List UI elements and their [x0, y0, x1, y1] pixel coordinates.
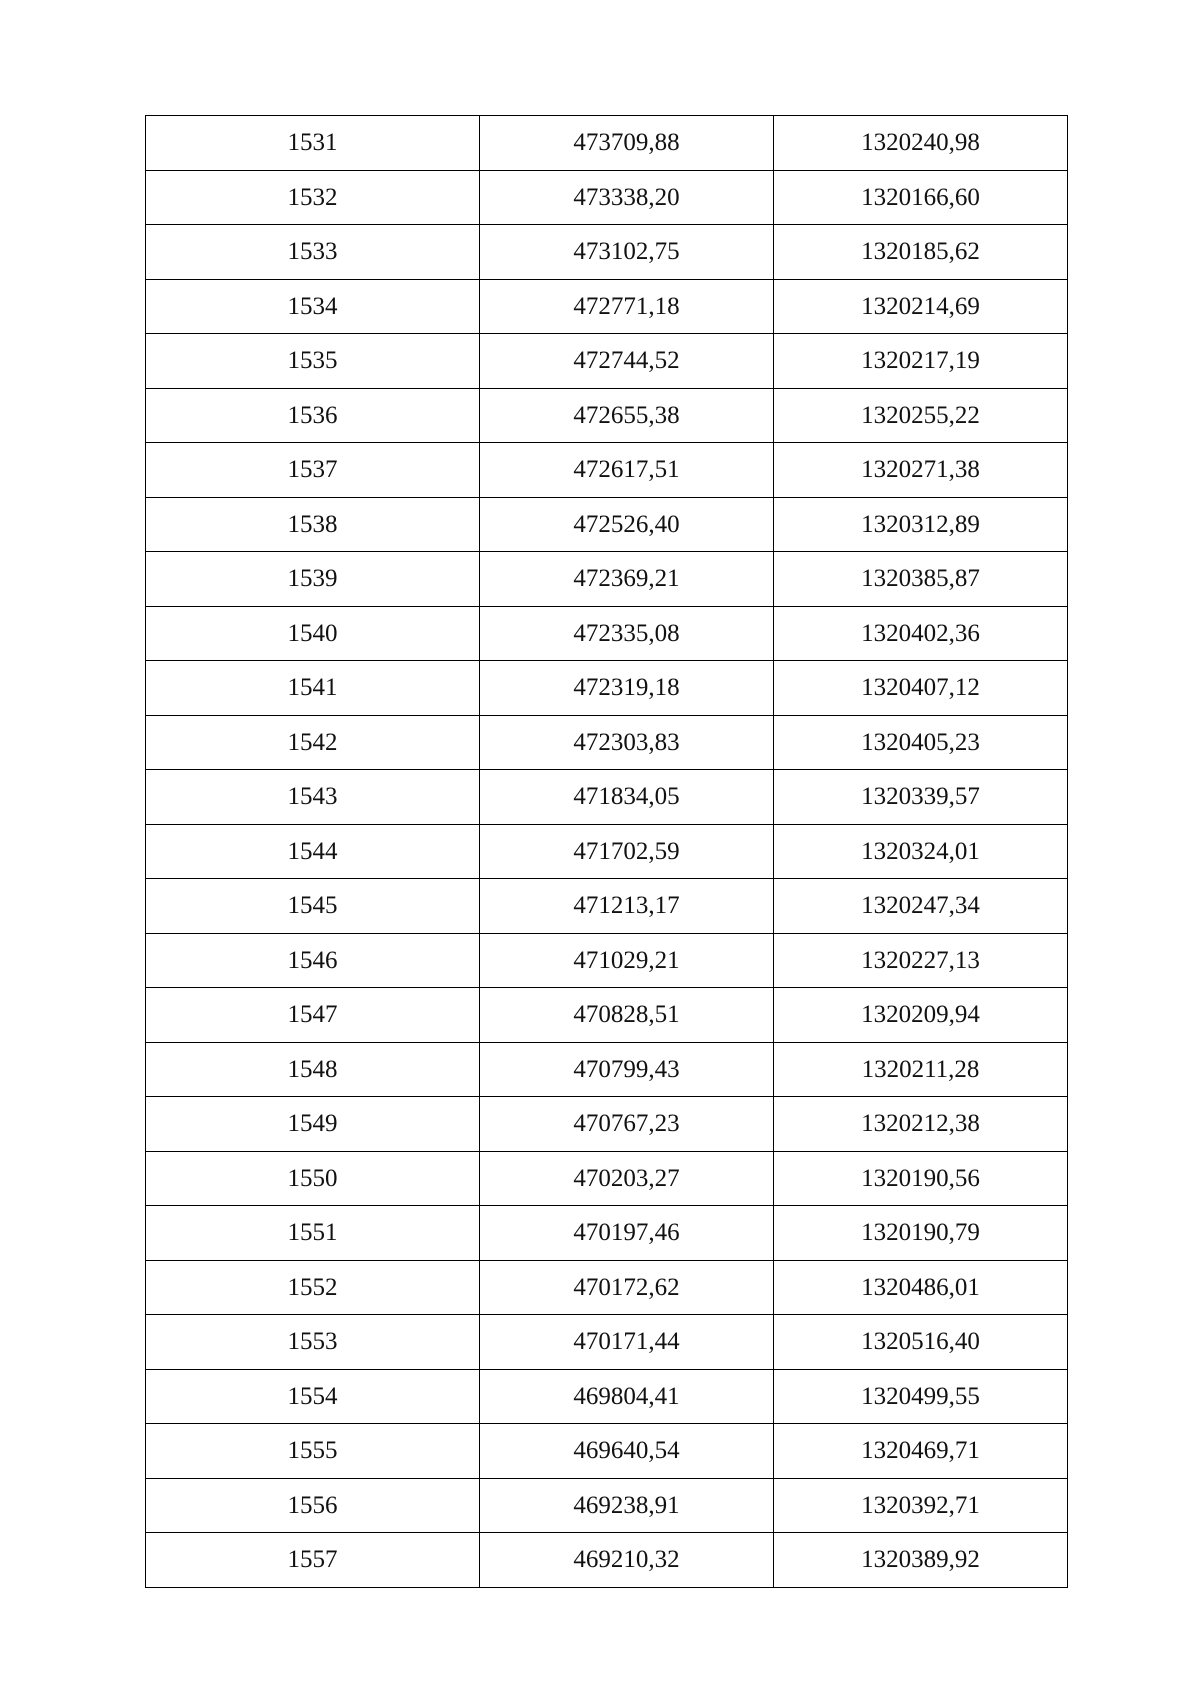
x-coordinate-cell: 472744,52	[480, 334, 774, 389]
x-coordinate-cell: 470171,44	[480, 1315, 774, 1370]
x-coordinate-cell: 469238,91	[480, 1478, 774, 1533]
point-number-cell: 1539	[146, 552, 480, 607]
point-number-cell: 1542	[146, 715, 480, 770]
y-coordinate-cell: 1320209,94	[774, 988, 1068, 1043]
point-number-cell: 1535	[146, 334, 480, 389]
y-coordinate-cell: 1320312,89	[774, 497, 1068, 552]
table-row	[146, 606, 1068, 661]
y-coordinate-cell: 1320469,71	[774, 1424, 1068, 1479]
y-coordinate-cell: 1320214,69	[774, 279, 1068, 334]
x-coordinate-cell: 471834,05	[480, 770, 774, 825]
point-number-cell: 1540	[146, 606, 480, 661]
x-coordinate-cell: 470799,43	[480, 1042, 774, 1097]
point-number-cell: 1532	[146, 170, 480, 225]
x-coordinate-cell: 472369,21	[480, 552, 774, 607]
point-number-cell: 1557	[146, 1533, 480, 1588]
table-row	[146, 1369, 1068, 1424]
point-number-cell: 1533	[146, 225, 480, 280]
x-coordinate-cell: 471213,17	[480, 879, 774, 934]
point-number-cell: 1554	[146, 1369, 480, 1424]
point-number-cell: 1553	[146, 1315, 480, 1370]
table-row	[146, 497, 1068, 552]
x-coordinate-cell: 472319,18	[480, 661, 774, 716]
point-number-cell: 1555	[146, 1424, 480, 1479]
point-number-cell: 1556	[146, 1478, 480, 1533]
y-coordinate-cell: 1320402,36	[774, 606, 1068, 661]
point-number-cell: 1552	[146, 1260, 480, 1315]
x-coordinate-cell: 471702,59	[480, 824, 774, 879]
x-coordinate-cell: 470197,46	[480, 1206, 774, 1261]
y-coordinate-cell: 1320227,13	[774, 933, 1068, 988]
y-coordinate-cell: 1320211,28	[774, 1042, 1068, 1097]
y-coordinate-cell: 1320499,55	[774, 1369, 1068, 1424]
x-coordinate-cell: 471029,21	[480, 933, 774, 988]
point-number-cell: 1547	[146, 988, 480, 1043]
y-coordinate-cell: 1320212,38	[774, 1097, 1068, 1152]
point-number-cell: 1536	[146, 388, 480, 443]
x-coordinate-cell: 472771,18	[480, 279, 774, 334]
point-number-cell: 1538	[146, 497, 480, 552]
table-row	[146, 1478, 1068, 1533]
table-row	[146, 1042, 1068, 1097]
point-number-cell: 1541	[146, 661, 480, 716]
x-coordinate-cell: 469210,32	[480, 1533, 774, 1588]
point-number-cell: 1545	[146, 879, 480, 934]
table-row	[146, 1151, 1068, 1206]
y-coordinate-cell: 1320516,40	[774, 1315, 1068, 1370]
table-row	[146, 388, 1068, 443]
y-coordinate-cell: 1320385,87	[774, 552, 1068, 607]
x-coordinate-cell: 473338,20	[480, 170, 774, 225]
y-coordinate-cell: 1320190,56	[774, 1151, 1068, 1206]
point-number-cell: 1537	[146, 443, 480, 498]
table-row	[146, 1533, 1068, 1588]
point-number-cell: 1548	[146, 1042, 480, 1097]
y-coordinate-cell: 1320486,01	[774, 1260, 1068, 1315]
table-row	[146, 279, 1068, 334]
table-row	[146, 225, 1068, 280]
coordinates-table-body	[146, 116, 1068, 1588]
y-coordinate-cell: 1320255,22	[774, 388, 1068, 443]
y-coordinate-cell: 1320166,60	[774, 170, 1068, 225]
point-number-cell: 1551	[146, 1206, 480, 1261]
x-coordinate-cell: 472655,38	[480, 388, 774, 443]
table-row	[146, 334, 1068, 389]
table-row	[146, 1260, 1068, 1315]
x-coordinate-cell: 472303,83	[480, 715, 774, 770]
table-row	[146, 933, 1068, 988]
y-coordinate-cell: 1320392,71	[774, 1478, 1068, 1533]
y-coordinate-cell: 1320339,57	[774, 770, 1068, 825]
y-coordinate-cell: 1320240,98	[774, 116, 1068, 171]
x-coordinate-cell: 472335,08	[480, 606, 774, 661]
x-coordinate-cell: 470172,62	[480, 1260, 774, 1315]
x-coordinate-cell: 470203,27	[480, 1151, 774, 1206]
table-row	[146, 988, 1068, 1043]
point-number-cell: 1543	[146, 770, 480, 825]
point-number-cell: 1531	[146, 116, 480, 171]
x-coordinate-cell: 469804,41	[480, 1369, 774, 1424]
table-row	[146, 770, 1068, 825]
x-coordinate-cell: 470767,23	[480, 1097, 774, 1152]
y-coordinate-cell: 1320389,92	[774, 1533, 1068, 1588]
y-coordinate-cell: 1320407,12	[774, 661, 1068, 716]
table-row	[146, 443, 1068, 498]
x-coordinate-cell: 472526,40	[480, 497, 774, 552]
point-number-cell: 1546	[146, 933, 480, 988]
table-row	[146, 661, 1068, 716]
table-row	[146, 1424, 1068, 1479]
table-row	[146, 1097, 1068, 1152]
y-coordinate-cell: 1320405,23	[774, 715, 1068, 770]
table-row	[146, 1315, 1068, 1370]
x-coordinate-cell: 473709,88	[480, 116, 774, 171]
y-coordinate-cell: 1320185,62	[774, 225, 1068, 280]
point-number-cell: 1544	[146, 824, 480, 879]
table-row	[146, 116, 1068, 171]
table-row	[146, 1206, 1068, 1261]
x-coordinate-cell: 472617,51	[480, 443, 774, 498]
y-coordinate-cell: 1320247,34	[774, 879, 1068, 934]
x-coordinate-cell: 473102,75	[480, 225, 774, 280]
coordinates-table	[145, 115, 1068, 1588]
table-row	[146, 170, 1068, 225]
y-coordinate-cell: 1320271,38	[774, 443, 1068, 498]
point-number-cell: 1534	[146, 279, 480, 334]
table-row	[146, 879, 1068, 934]
y-coordinate-cell: 1320324,01	[774, 824, 1068, 879]
table-row	[146, 715, 1068, 770]
y-coordinate-cell: 1320190,79	[774, 1206, 1068, 1261]
x-coordinate-cell: 469640,54	[480, 1424, 774, 1479]
point-number-cell: 1550	[146, 1151, 480, 1206]
y-coordinate-cell: 1320217,19	[774, 334, 1068, 389]
x-coordinate-cell: 470828,51	[480, 988, 774, 1043]
point-number-cell: 1549	[146, 1097, 480, 1152]
table-row	[146, 552, 1068, 607]
table-row	[146, 824, 1068, 879]
